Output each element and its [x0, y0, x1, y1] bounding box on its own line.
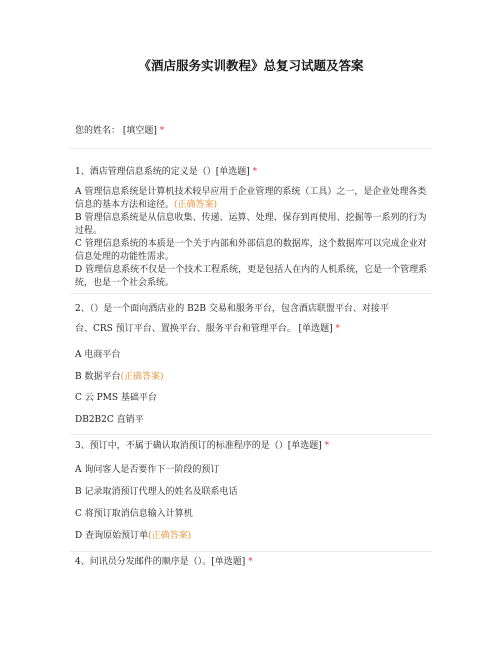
question-1-stem [75, 166, 257, 179]
question-2-stem-line-2 [75, 323, 340, 336]
question-4-stem [75, 556, 253, 569]
question-3-option-a: A 询问客人是否要作下一阶段的预订 [75, 465, 220, 475]
option-text: A 管理信息系统是计算机技术较早应用于企业管理的系统（工具）之一，是企业处理各类信息的基本方法和途径。 [75, 187, 427, 210]
question-2-option-d: DB2B2C 直销平 [75, 415, 144, 425]
required-mark: * [159, 126, 165, 136]
name-field-type: [填空题] [122, 126, 157, 136]
question-2-text: 台、CRS 预订平台、置换平台、服务平台和管理平台。 [单选题] [75, 324, 333, 334]
question-3-option-d [75, 530, 191, 543]
question-1-option-b [75, 212, 430, 238]
divider [70, 148, 432, 149]
question-3-stem [75, 440, 329, 453]
question-1-option-a [75, 186, 430, 212]
name-label: 您的姓名： [75, 126, 121, 136]
question-1-text: 1、酒店管理信息系统的定义是（）[单选题] [75, 167, 250, 177]
required-mark: * [252, 167, 258, 177]
question-2-stem-line-1: 2、（）是一个面向酒店业的 B2B 交易和服务平台，包含酒店联盟平台、对接平 [75, 304, 389, 314]
option-text: D 管理信息系统不仅是一个技术工程系统，更是包括人在内的人机系统，它是一个管理系统，也是一个社会系统。 [75, 265, 428, 288]
question-3-option-c: C 将预订取消信息输入计算机 [75, 509, 193, 519]
divider [70, 293, 432, 294]
required-mark: * [324, 441, 330, 451]
correct-answer-tag: (正确答案) [120, 372, 164, 382]
question-1-option-c [75, 238, 430, 264]
question-3-text: 3、预订中，不属于确认取消预订的标准程序的是（）[单选题] [75, 441, 322, 451]
divider [70, 434, 432, 435]
option-text: B 数据平台 [75, 372, 121, 382]
document-title: 《酒店服务实训教程》总复习试题及答案 [138, 58, 364, 73]
option-text: D 查询原始预订单 [75, 531, 149, 541]
question-4-text: 4、问讯员分发邮件的顺序是（）。[单选题] [75, 557, 246, 567]
correct-answer-tag: (正确答案) [174, 200, 218, 210]
required-mark: * [248, 557, 253, 567]
question-2-option-a: A 电商平台 [75, 350, 121, 360]
question-1-option-d [75, 264, 430, 290]
question-3-option-b: B 记录取消预订代理人的姓名及联系电话 [75, 487, 238, 497]
required-mark: * [335, 324, 340, 334]
option-text: C 管理信息系统的本质是一个关于内部和外部信息的数据库，这个数据库可以完成企业对信息处理的功能性需求。 [75, 239, 427, 262]
divider [70, 551, 432, 552]
name-field [75, 125, 164, 138]
question-2-option-c: C 云 PMS 基础平台 [75, 393, 157, 403]
option-text: B 管理信息系统是从信息收集、传递、运算、处理、保存到再使用、挖掘等一系列的行为过程。 [75, 213, 427, 236]
question-2-option-b [75, 371, 164, 384]
correct-answer-tag: (正确答案) [148, 531, 192, 541]
